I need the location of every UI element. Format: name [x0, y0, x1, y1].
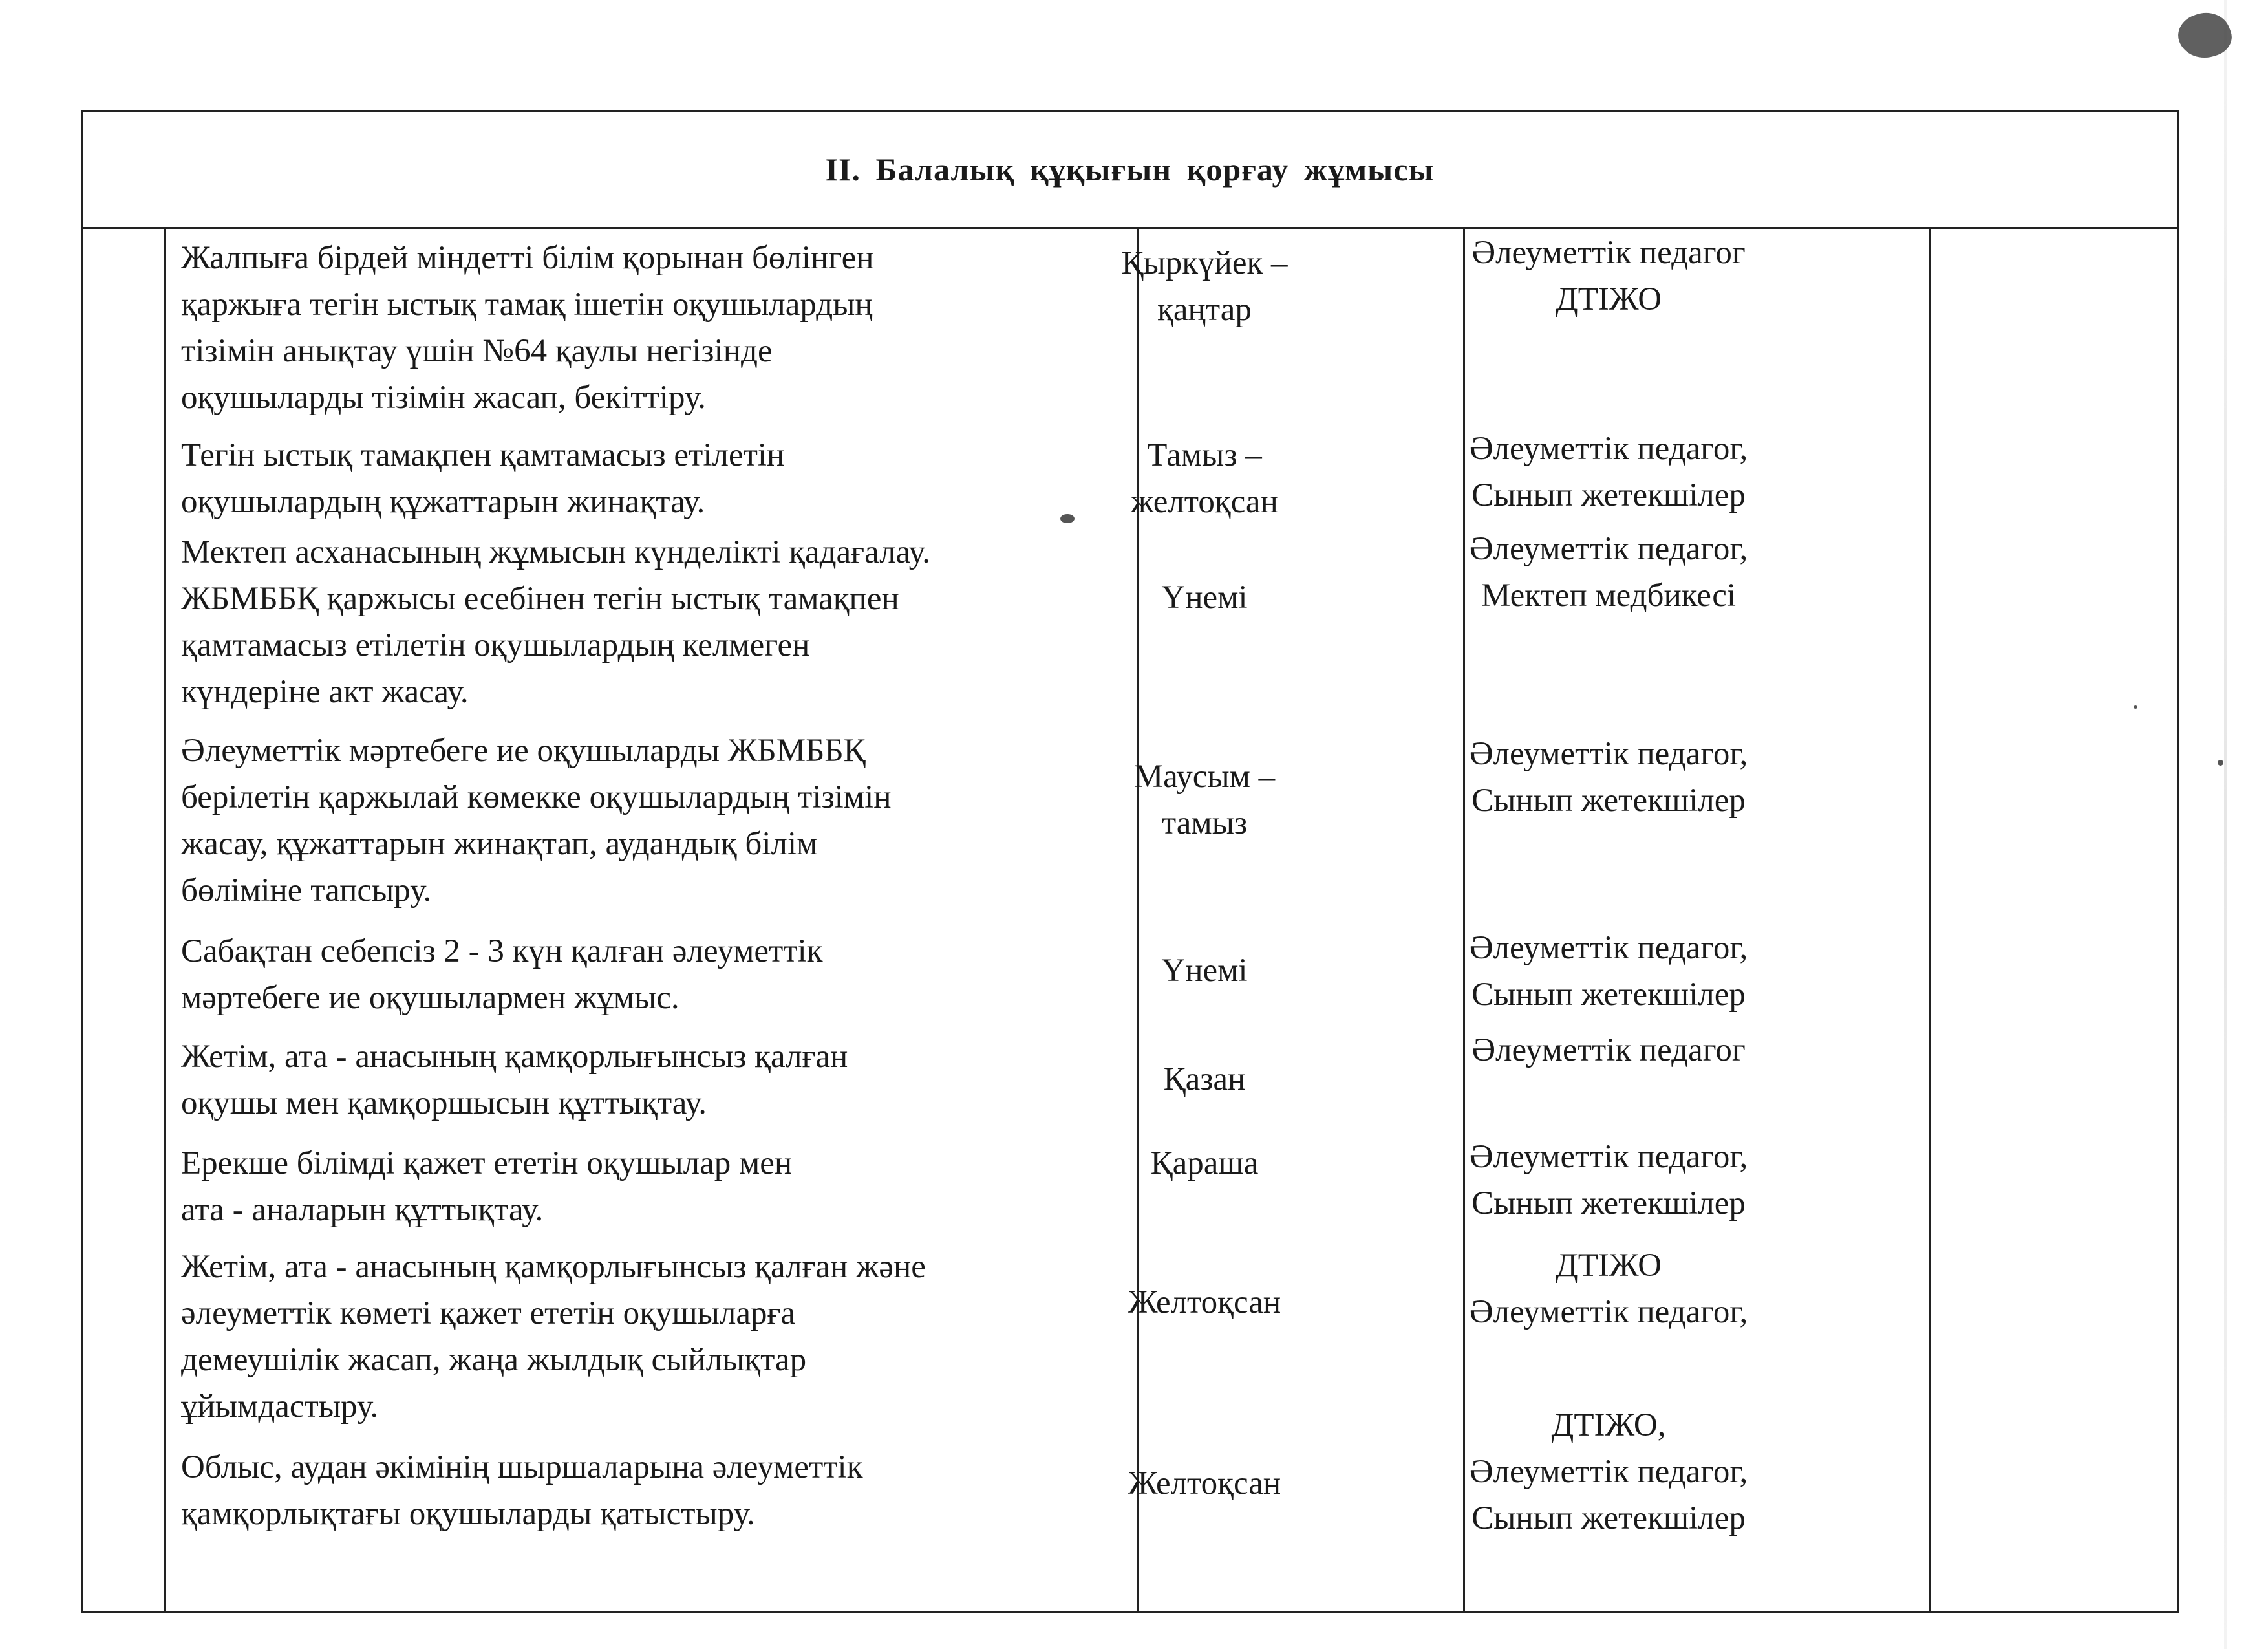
responsible-cell: ДТІЖО, Әлеуметтік педагог, Сынып жетекшілер	[1469, 1407, 1748, 1536]
responsible-cell: Әлеуметтік педагог, Сынып жетекшілер	[1469, 736, 1748, 819]
section-title: II. Балалық құқығын қорғау жұмысы	[825, 151, 1435, 188]
section-header	[83, 112, 2177, 229]
date-cell: Желтоқсан	[1128, 1284, 1281, 1320]
activity-cell: Сабақтан себепсіз 2 - 3 күн қалған әлеуметтік мәртебеге ие оқушылармен жұмыс.	[181, 933, 823, 1016]
column-divider	[164, 227, 166, 1611]
responsible-cell: Әлеуметтік педагог	[1471, 1032, 1746, 1068]
responsible-cell: Әлеуметтік педагог, Сынып жетекшілер	[1469, 930, 1748, 1013]
date-cell: Қараша	[1150, 1145, 1259, 1181]
responsible-cell: Әлеуметтік педагог ДТІЖО	[1471, 235, 1746, 318]
column-divider	[1929, 227, 1931, 1611]
date-cell: Қазан	[1163, 1061, 1246, 1097]
scan-speck	[2218, 760, 2223, 766]
ink-blot	[2172, 5, 2236, 65]
date-cell: Тамыз – желтоқсан	[1131, 437, 1278, 520]
scan-edge	[2224, 0, 2227, 1649]
activity-cell: Тегін ыстық тамақпен қамтамасыз етілетін оқушылардың құжаттарын жинақтау.	[181, 437, 785, 520]
date-cell: Желтоқсан	[1128, 1465, 1281, 1502]
responsible-cell: Әлеуметтік педагог, Сынып жетекшілер	[1469, 431, 1748, 513]
activity-cell: Жалпыға бірдей міндетті білім қорынан бөлінген қаржыға тегін ыстық тамақ ішетін оқушылардың тізімін анықтау үшін №64 қаулы негізінде оқушыларды тізімін жасап, бекіттіру.	[181, 240, 874, 416]
date-cell: Үнемі	[1161, 579, 1248, 616]
responsible-cell: Әлеуметтік педагог, Мектеп медбикесі	[1469, 531, 1748, 614]
activity-cell: Облыс, аудан әкімінің шыршаларына әлеуметтік қамқорлықтағы оқушыларды қатыстыру.	[181, 1449, 863, 1532]
responsible-cell: ДТІЖО Әлеуметтік педагог,	[1469, 1247, 1748, 1330]
activity-cell: Ерекше білімді қажет ететін оқушылар мен ата - аналарын құттықтау.	[181, 1145, 793, 1228]
plan-table	[81, 110, 2179, 1613]
date-cell: Қыркүйек – қаңтар	[1121, 245, 1288, 328]
activity-cell: Әлеуметтік мәртебеге ие оқушыларды ЖБМББҚ берілетін қаржылай көмекке оқушылардың тізімін жасау, құжаттарын жинақтап, аудандық білім бөліміне тапсыру.	[181, 733, 892, 909]
date-cell: Маусым – тамыз	[1133, 759, 1276, 841]
date-cell: Үнемі	[1161, 953, 1248, 989]
responsible-cell: Әлеуметтік педагог, Сынып жетекшілер	[1469, 1139, 1748, 1222]
activity-cell: Мектеп асханасының жұмысын күнделікті қадағалау. ЖБМББҚ қаржысы есебінен тегін ыстық тамақпен қамтамасыз етілетін оқушылардың келмеген күндеріне акт жасау.	[181, 534, 930, 710]
activity-cell: Жетім, ата - анасының қамқорлығынсыз қалған және әлеуметтік көметі қажет ететін оқушыларға демеушілік жасап, жаңа жылдық сыйлықтар ұйымдастыру.	[181, 1249, 926, 1425]
activity-cell: Жетім, ата - анасының қамқорлығынсыз қалған оқушы мен қамқоршысын құттықтау.	[181, 1039, 848, 1121]
